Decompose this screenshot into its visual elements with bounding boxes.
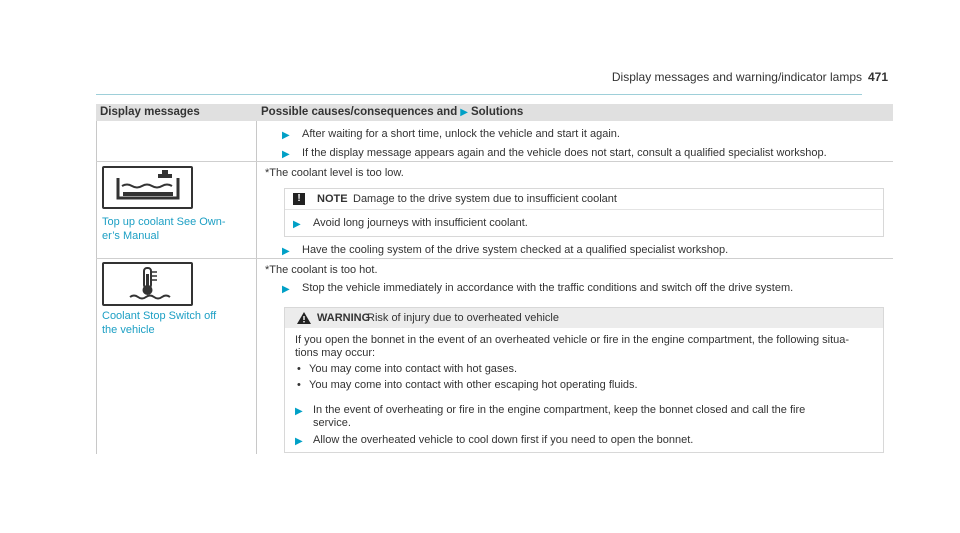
page-header: [0, 70, 960, 92]
row-divider: [96, 161, 893, 162]
warning-label: WARNING: [317, 312, 371, 324]
step-arrow-icon: ▶: [295, 406, 303, 417]
step-arrow-icon: ▶: [293, 219, 301, 230]
header-rule: [96, 94, 862, 95]
bullet-text: You may come into contact with other escaping hot operating fluids.: [309, 379, 638, 391]
section-title: Display messages and warning/indicator lamps: [611, 70, 862, 84]
step-text: After waiting for a short time, unlock the vehicle and start it again.: [302, 128, 620, 140]
coolant-temperature-icon: [102, 262, 193, 306]
warning-step: Allow the overheated vehicle to cool down first if you need to open the bonnet.: [313, 434, 694, 446]
col-causes-solutions-header: [261, 106, 523, 118]
coolant-level-icon: [102, 166, 193, 209]
warning-box: [284, 307, 884, 453]
page-number: 471: [868, 70, 889, 84]
step-arrow-icon: ▶: [282, 149, 290, 160]
step-arrow-icon: ▶: [282, 284, 290, 295]
message-line: the vehicle: [102, 324, 155, 336]
note-title: Damage to the drive system due to insufficient coolant: [353, 193, 617, 205]
col-divider-left: [96, 121, 97, 454]
row-divider: [96, 258, 893, 259]
messages-table: [96, 104, 893, 447]
note-step: Avoid long journeys with insufficient coolant.: [313, 217, 528, 229]
step-arrow-icon: ▶: [295, 436, 303, 447]
warning-body: If you open the bonnet in the event of an overheated vehicle or fire in the engine compartment, the following situa-: [295, 334, 850, 346]
warning-triangle-icon: [297, 312, 311, 324]
solutions-label: Solutions: [470, 106, 524, 118]
message-line: er’s Manual: [102, 230, 160, 242]
bullet-dot-icon: •: [297, 363, 301, 375]
step-text: If the display message appears again and the vehicle does not start, consult a qualified specialist workshop.: [302, 147, 827, 159]
message-line: Coolant Stop Switch off: [102, 310, 217, 322]
col-display-messages-header: Display messages: [100, 106, 200, 118]
causes-label: Possible causes/consequences and: [261, 106, 458, 118]
message-line: Top up coolant See Own-: [102, 216, 226, 228]
bullet-text: You may come into contact with hot gases.: [309, 363, 518, 375]
warning-step: service.: [313, 417, 351, 429]
note-box: [284, 188, 884, 237]
col-divider-mid: [256, 121, 257, 454]
step-arrow-icon: ▶: [282, 246, 290, 257]
step-text: Stop the vehicle immediately in accordance with the traffic conditions and switch off the drive system.: [302, 282, 794, 294]
note-label: NOTE: [317, 193, 348, 205]
solutions-arrow-icon: ▶: [460, 106, 468, 118]
cause-text: *The coolant is too hot.: [265, 264, 378, 276]
cause-text: *The coolant level is too low.: [265, 167, 404, 179]
warning-title: Risk of injury due to overheated vehicle: [367, 312, 559, 324]
notice-icon: !: [293, 193, 305, 205]
warning-body: tions may occur:: [295, 347, 376, 359]
warning-step: In the event of overheating or fire in the engine compartment, keep the bonnet closed and call the fire: [313, 404, 806, 416]
bullet-dot-icon: •: [297, 379, 301, 391]
table-header: [96, 104, 893, 121]
step-arrow-icon: ▶: [282, 130, 290, 141]
step-text: Have the cooling system of the drive system checked at a qualified specialist workshop.: [302, 244, 729, 256]
